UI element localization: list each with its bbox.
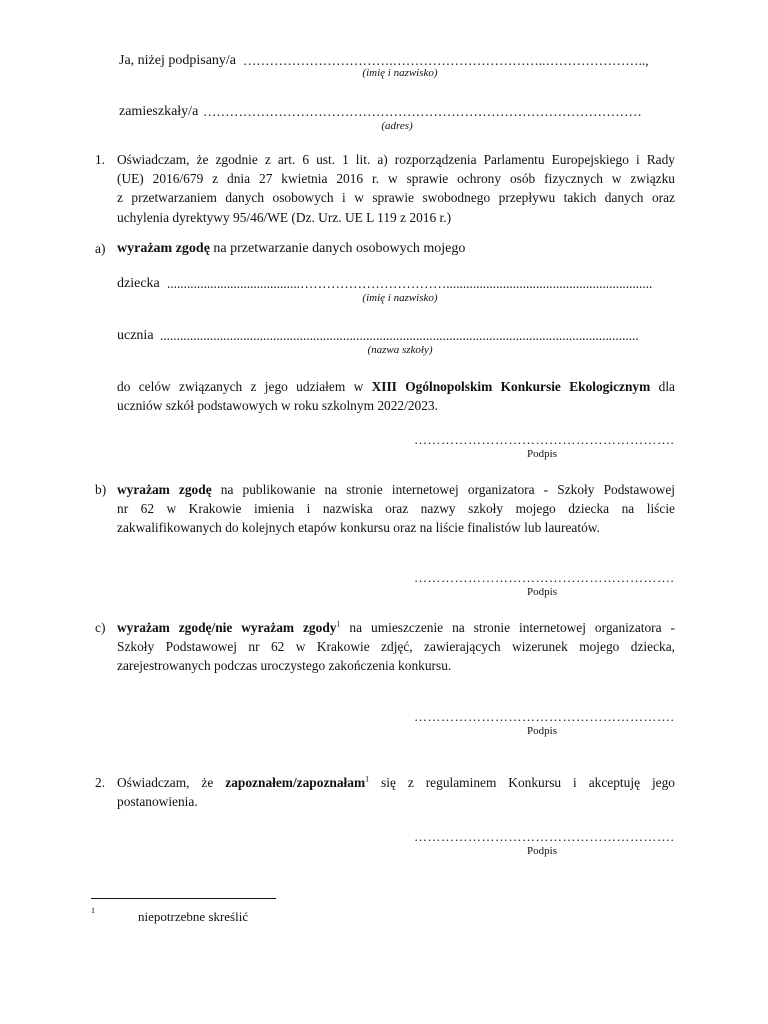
resident-label: zamieszkały/a xyxy=(119,104,199,119)
item-c-line-1 xyxy=(117,618,675,637)
item-b-rest: na publikowanie na stronie internetowej organizatora - Szkoły Podstawowej xyxy=(211,482,675,497)
section-2-line-1 xyxy=(117,773,675,792)
item-b-line-1 xyxy=(117,480,675,499)
signed-dots: …………………………….……………………………..………………….., xyxy=(243,53,649,68)
section-1-line: Oświadczam, że zgodnie z art. 6 ust. 1 lit. a) rozporządzenia Parlamentu Europejskiego i Rady xyxy=(117,152,675,167)
signed-caption: (imię i nazwisko) xyxy=(362,67,438,79)
item-c-bold: wyrażam zgodę/nie wyrażam zgody xyxy=(117,620,337,635)
section-1-marker: 1. xyxy=(95,152,106,167)
footnote-ref: 1 xyxy=(365,774,370,784)
section-2-bold: zapoznałem/zapoznałam xyxy=(225,775,366,790)
section-2-marker: 2. xyxy=(95,775,106,790)
footnote-ref: 1 xyxy=(336,619,341,629)
footnote-text: niepotrzebne skreślić xyxy=(138,909,249,924)
signed-label: Ja, niżej podpisany/a xyxy=(119,53,237,68)
footnote-number: 1 xyxy=(91,906,95,915)
item-c-marker: c) xyxy=(95,620,106,635)
section-2-line-2: postanowienia. xyxy=(117,794,198,810)
section-2-pre: Oświadczam, że xyxy=(117,775,226,790)
item-a-intro xyxy=(117,239,465,258)
signature-label: Podpis xyxy=(527,845,557,857)
resident-caption: (adres) xyxy=(381,120,413,132)
item-b-bold: wyrażam zgodę xyxy=(117,482,212,497)
item-a-marker: a) xyxy=(95,241,106,256)
item-c-rest: na umieszczenie na stronie internetowej organizatora - xyxy=(340,620,675,635)
signature-dots: …………………………………………………. xyxy=(414,570,675,585)
section-1-line: uchylenia dyrektywy 95/46/WE (Dz. Urz. UE L 119 z 2016 r.) xyxy=(117,209,452,225)
child-caption: (imię i nazwisko) xyxy=(362,292,438,304)
resident-dots: ……………………………………………………………………………………… xyxy=(203,104,642,119)
student-caption: (nazwa szkoły) xyxy=(367,344,433,356)
student-dots: ................................................................................................................................................ xyxy=(160,328,639,343)
child-label: dziecka xyxy=(117,276,160,291)
item-b-text xyxy=(117,480,675,538)
item-c-line-3: zarejestrowanych podczas uroczystego zakończenia konkursu. xyxy=(117,658,452,674)
purpose-line-1 xyxy=(117,377,675,396)
purpose-post: dla xyxy=(650,379,675,394)
signature-dots: …………………………………………………. xyxy=(414,432,675,447)
signature-label: Podpis xyxy=(527,448,557,460)
item-a-bold: wyrażam zgodę xyxy=(117,241,210,256)
item-a-rest: na przetwarzanie danych osobowych mojego xyxy=(209,241,466,256)
child-dots: ........................................…………………………….............................................................. xyxy=(167,276,653,291)
signature-dots: …………………………………………………. xyxy=(414,829,675,844)
signature-label: Podpis xyxy=(527,725,557,737)
item-c-line-2: Szkoły Podstawowej nr 62 w Krakowie zdjęć, zawierających wizerunek mojego dziecka, xyxy=(117,639,675,655)
purpose-line-2: uczniów szkół podstawowych w roku szkolnym 2022/2023. xyxy=(117,398,438,414)
purpose-pre: do celów związanych z jego udziałem w xyxy=(117,379,372,394)
section-1-line: (UE) 2016/679 z dnia 27 kwietnia 2016 r. w sprawie ochrony osób fizycznych w związku xyxy=(117,171,675,187)
section-2-post: się z regulaminem Konkursu i akceptuję jego xyxy=(369,775,675,790)
item-b-line-2: nr 62 w Krakowie imienia i nazwiska oraz nazwy szkoły mojego dziecka na liście xyxy=(117,501,675,517)
section-2-text xyxy=(117,773,675,811)
student-label: ucznia xyxy=(117,328,154,343)
section-1-line: z przetwarzaniem danych osobowych i w sprawie swobodnego przepływu takich danych oraz xyxy=(117,190,675,206)
item-b-marker: b) xyxy=(95,482,107,497)
footnote-separator xyxy=(91,898,276,899)
item-c-text xyxy=(117,618,675,676)
signature-label: Podpis xyxy=(527,586,557,598)
item-b-line-3: zakwalifikowanych do kolejnych etapów konkursu oraz na liście finalistów lub laureatów. xyxy=(117,520,600,536)
signature-dots: …………………………………………………. xyxy=(414,709,675,724)
section-1-text xyxy=(117,150,675,227)
contest-name: XIII Ogólnopolskim Konkursie Ekologicznym xyxy=(371,379,651,394)
item-a-purpose xyxy=(117,377,675,415)
